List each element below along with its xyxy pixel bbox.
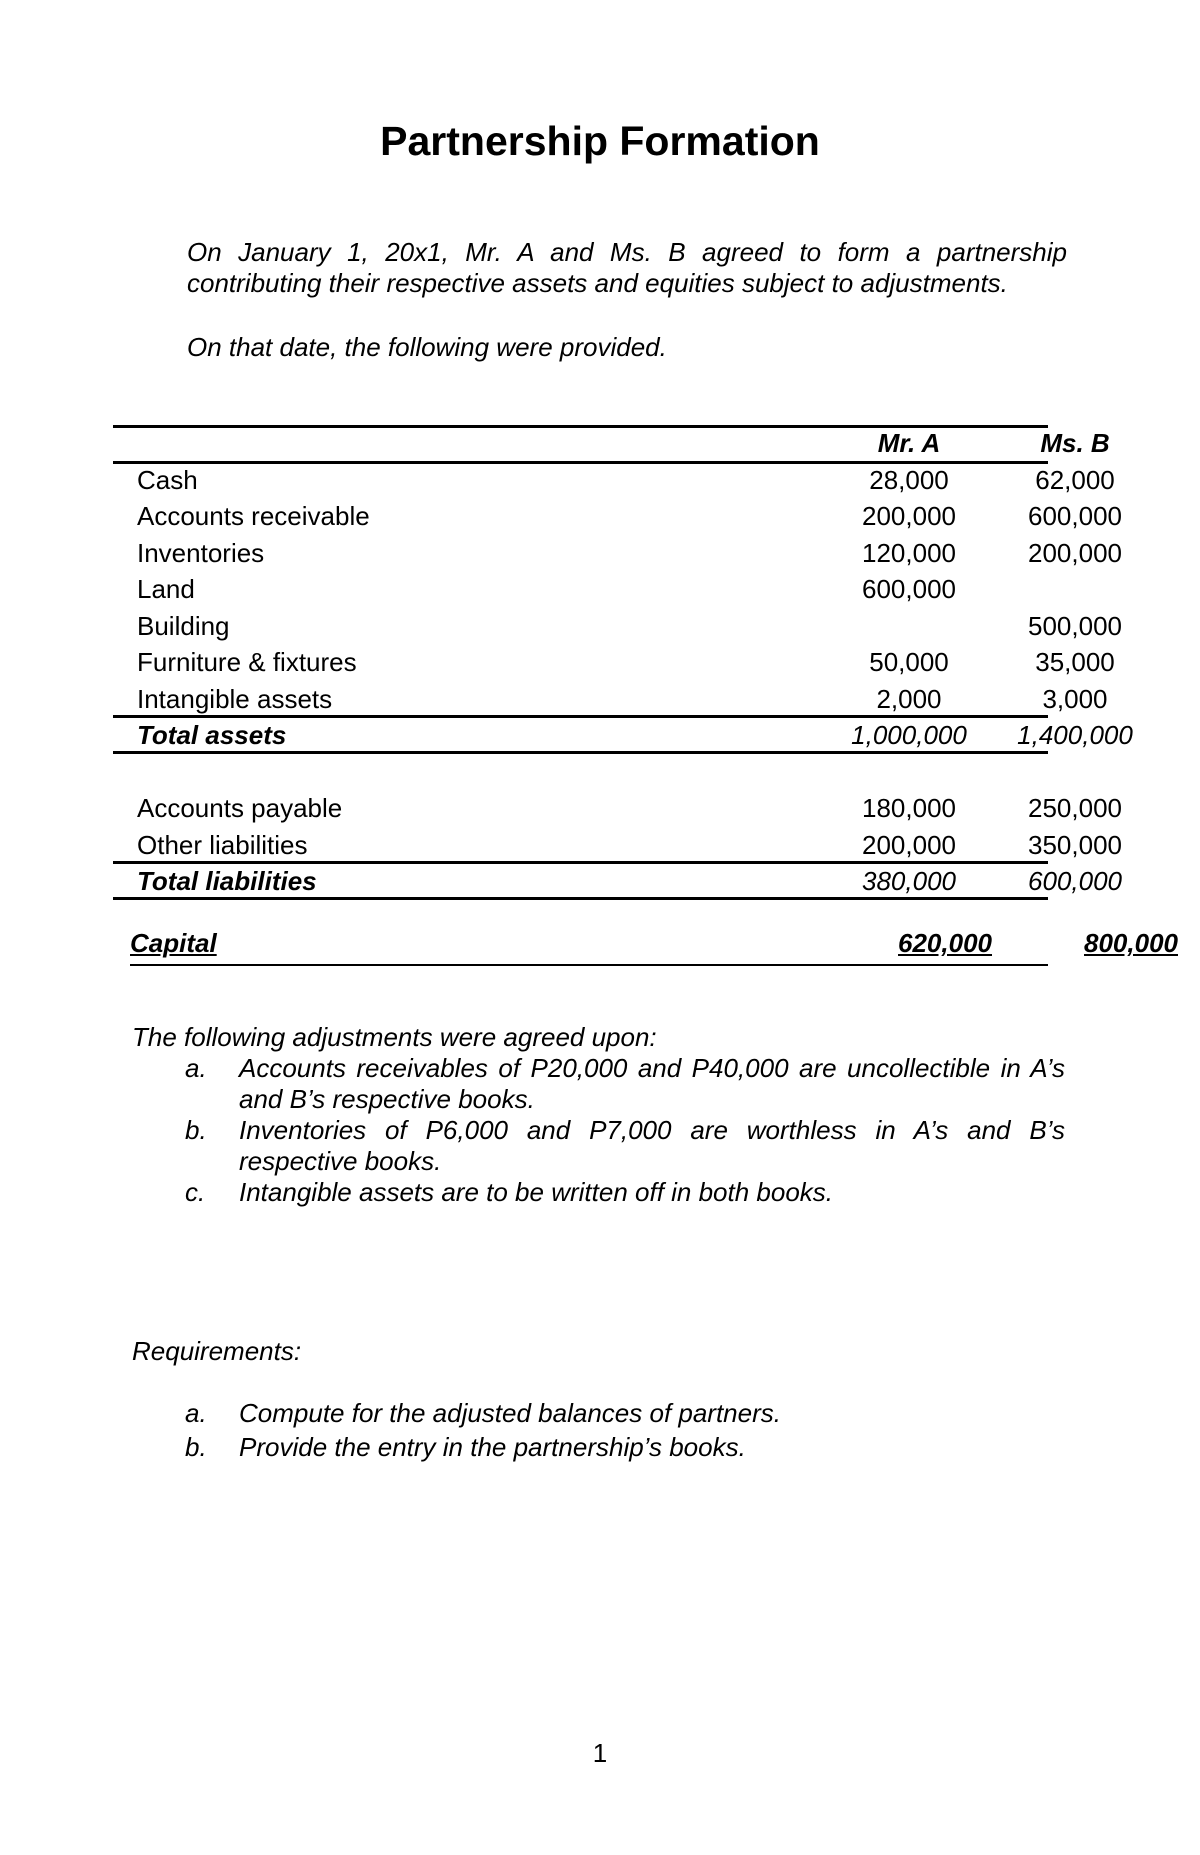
value-mr-a: 200,000 [862, 501, 956, 531]
value-mr-a: 600,000 [862, 574, 956, 604]
total-liabilities-ms-b: 600,000 [1028, 866, 1122, 896]
intro-paragraph: On January 1, 20x1, Mr. A and Ms. B agreed to form a partnership contributing their respective assets and equities subject to adjustments. [187, 237, 1067, 298]
table-row [113, 827, 1122, 864]
value-mr-a: 120,000 [862, 537, 956, 568]
table-row [113, 535, 1122, 572]
total-assets-ms-b: 1,400,000 [1017, 720, 1133, 750]
requirements-list [185, 1396, 1065, 1464]
list-item [185, 1396, 1065, 1430]
total-assets-mr-a: 1,000,000 [851, 720, 967, 750]
capital-label: Capital [130, 928, 217, 958]
list-item [185, 1115, 1065, 1177]
value-ms-b: 200,000 [1028, 537, 1122, 568]
list-text: Provide the entry in the partnership’s books. [239, 1432, 746, 1462]
list-item [185, 1053, 1065, 1115]
value-ms-b: 62,000 [1035, 464, 1115, 495]
row-label: Accounts receivable [137, 501, 370, 531]
list-marker: b. [185, 1432, 207, 1462]
list-text: Intangible assets are to be written off in both books. [239, 1177, 834, 1207]
balance-table [113, 425, 1133, 900]
assets-total-bottom-rule [113, 751, 1048, 754]
row-label: Cash [137, 464, 198, 495]
value-mr-a: 200,000 [862, 829, 956, 860]
intro-paragraph-2: On that date, the following were provided. [187, 332, 667, 362]
value-ms-b: 600,000 [1028, 501, 1122, 531]
total-assets-row [113, 717, 1133, 754]
table-row [113, 790, 1122, 827]
list-marker: a. [185, 1398, 207, 1428]
list-marker: c. [185, 1177, 206, 1207]
value-ms-b: 35,000 [1035, 647, 1115, 677]
table-row [113, 462, 1115, 499]
value-ms-b: 3,000 [1042, 683, 1108, 714]
column-header-ms-b: Ms. B [1040, 428, 1110, 458]
page-number: 1 [592, 1738, 608, 1768]
list-item [185, 1430, 1065, 1464]
value-mr-a: 2,000 [876, 683, 942, 714]
column-header-mr-a: Mr. A [877, 428, 941, 458]
table-row [113, 571, 1048, 608]
capital-mr-a: 620,000 [898, 928, 992, 958]
table-header-row [113, 425, 1110, 462]
list-marker: b. [185, 1115, 207, 1145]
list-text: Inventories of P6,000 and P7,000 are worthless in A’s and B’s respective books. [239, 1115, 1065, 1176]
list-text: Accounts receivables of P20,000 and P40,000 are uncollectible in A’s and B’s respective books. [239, 1053, 1065, 1114]
total-liabilities-row [113, 863, 1122, 900]
value-mr-a: 50,000 [869, 647, 949, 677]
liabilities-total-bottom-rule [113, 897, 1048, 900]
table-row [113, 608, 1122, 645]
table-row [113, 498, 1122, 535]
page-title: Partnership Formation [380, 118, 820, 164]
adjustments-list [185, 1053, 1065, 1208]
adjustments-heading: The following adjustments were agreed upon: [132, 1022, 657, 1052]
row-label: Building [137, 610, 230, 641]
list-text: Compute for the adjusted balances of partners. [239, 1398, 781, 1428]
table-row [113, 681, 1108, 718]
capital-ms-b: 800,000 [1084, 928, 1178, 958]
row-label: Other liabilities [137, 829, 308, 860]
list-item [185, 1177, 1065, 1208]
row-label: Intangible assets [137, 683, 333, 714]
value-mr-a: 180,000 [862, 793, 956, 823]
row-label: Accounts payable [137, 793, 343, 823]
value-ms-b: 500,000 [1028, 610, 1122, 641]
value-mr-a: 28,000 [869, 464, 949, 495]
row-label: Inventories [137, 537, 265, 568]
row-label: Furniture & fixtures [137, 647, 357, 677]
total-assets-label: Total assets [137, 720, 287, 750]
row-label: Land [137, 574, 195, 604]
value-ms-b: 250,000 [1028, 793, 1122, 823]
table-row [113, 644, 1115, 681]
requirements-heading: Requirements: [132, 1336, 302, 1366]
capital-row [130, 928, 1178, 966]
value-ms-b: 350,000 [1028, 829, 1122, 860]
total-liabilities-mr-a: 380,000 [862, 866, 956, 896]
list-marker: a. [185, 1053, 207, 1083]
total-liabilities-label: Total liabilities [137, 866, 317, 896]
